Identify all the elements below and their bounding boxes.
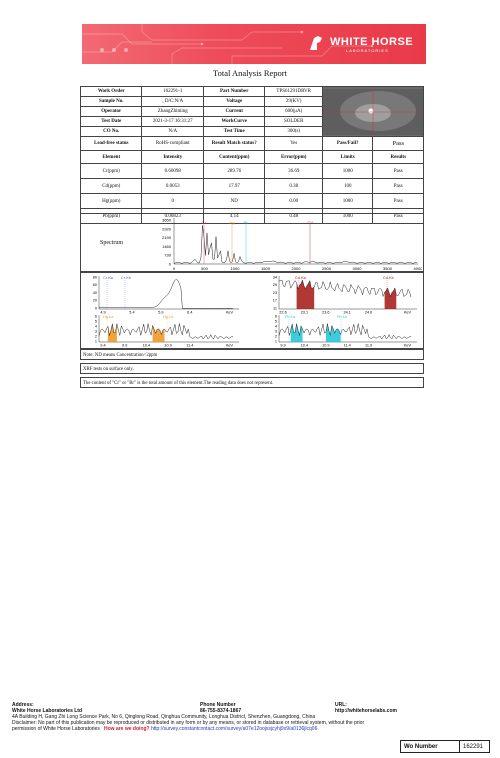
match-label: Result Match status? (204, 137, 265, 151)
info-value: , D/C:N/A (142, 97, 204, 107)
status-row (81, 137, 424, 151)
info-label: Operator (81, 107, 142, 117)
peak-label: Hg-La (103, 315, 114, 319)
info-label: WorkCurve (204, 117, 265, 127)
disclaimer-line-2 (12, 726, 317, 732)
peak-label: Cr-Kb (121, 276, 131, 280)
element-cell: Pass (373, 164, 424, 179)
panel-y-tick: 1 (274, 339, 277, 344)
info-value: 29(KV) (265, 97, 323, 107)
peak-label: Pb-Lb (337, 315, 348, 319)
disclaimer-text: permission of White Horse Laboratories (12, 726, 100, 732)
panel-y-tick: 6 (274, 314, 277, 319)
element-cell: 17.97 (204, 179, 265, 194)
element-cell: Pass (373, 179, 424, 194)
peak-label: Pb-La (285, 315, 296, 319)
spectrum-label: Spectrum (100, 240, 123, 246)
element-cell: 1000 (322, 209, 373, 224)
element-cell: 0 (142, 194, 204, 209)
pass-fail-value: Pass (373, 137, 424, 151)
panel-unit: KeV (225, 343, 233, 348)
panel-y-tick: 3 (274, 329, 277, 334)
element-cell: 100 (322, 179, 373, 194)
panel-x-tick: 9.9 (280, 343, 286, 348)
lead-free-value: RoHS-compliant (142, 137, 204, 151)
panel-y-tick: 6 (94, 314, 97, 319)
wo-number-label: Wo Number (401, 741, 460, 752)
element-cell: 289.76 (204, 164, 265, 179)
peak-label: Cd-Ka (295, 276, 306, 280)
element-cell: 0.48 (265, 209, 323, 224)
peak-region (153, 326, 165, 343)
address-label: Address: (12, 702, 34, 708)
panel-x-tick: 23.1 (300, 310, 309, 315)
element-cell: Pass (373, 209, 424, 224)
note-surface: XRF tests on surface only. (80, 363, 424, 374)
info-value: 600(μA) (265, 107, 323, 117)
phone-label-text: Phone Number (200, 702, 236, 708)
survey-prompt: How are we doing? (104, 726, 150, 732)
panel-x-tick: 24.6 (364, 310, 373, 315)
match-value: Yes (265, 137, 323, 151)
panel-x-tick: 11.4 (343, 343, 351, 348)
info-value: 162291-1 (142, 87, 204, 97)
website-text[interactable]: http://whitehorselabs.com (335, 708, 397, 714)
note-content: The content of "Cr" or "Br" is the total amount of this element.The reading data does not represent. (80, 377, 424, 388)
panel-x-tick: 4.9 (100, 310, 106, 315)
info-value: TPS61291DRVR (265, 87, 323, 97)
panel-x-tick: 22.6 (279, 310, 287, 315)
info-label: CO No. (81, 127, 142, 137)
detail-panel-br (275, 314, 417, 347)
analysis-table (80, 86, 424, 224)
element-cell: Cd(ppm) (81, 179, 142, 194)
col-header: Intensity (142, 151, 204, 164)
detail-charts (81, 273, 423, 348)
info-value: 300(s) (265, 127, 323, 137)
panel-y-tick: 4 (274, 324, 277, 329)
spectrum-x-tick: 1500 (261, 266, 270, 271)
element-row (81, 194, 424, 209)
element-header-row (81, 151, 424, 164)
panel-y-tick: 17 (272, 298, 277, 303)
website-link[interactable] (335, 708, 397, 714)
element-cell: 0.60098 (142, 164, 204, 179)
spectrum-x-tick: 1000 (230, 266, 240, 271)
col-header: Element (81, 151, 142, 164)
col-header: Error(ppm) (265, 151, 323, 164)
peak-label: Cd-Kb (383, 276, 394, 280)
info-label: Test Date (81, 117, 142, 127)
info-value: SOLDER (265, 117, 323, 127)
spectrum-y-tick: 3650 (162, 217, 171, 223)
panel-x-tick: 10.4 (142, 343, 151, 348)
panel-x-tick: 5.9 (158, 310, 164, 315)
panel-y-tick: 3 (94, 329, 97, 334)
panel-x-tick: 11.4 (186, 343, 194, 348)
spectrum-marker-label: Cd (307, 220, 313, 225)
report-title: Total Analysis Report (212, 68, 287, 78)
peak-label: Cr-Ka (103, 276, 113, 280)
panel-x-tick: 23.6 (322, 310, 330, 315)
spectrum-x-tick: 0 (172, 266, 176, 271)
panel-x-tick: 5.4 (129, 310, 135, 315)
logo-sub-text: LABORATORIES (346, 48, 389, 53)
spectrum-x-tick: 2000 (291, 266, 301, 271)
panel-trace (99, 279, 233, 308)
panel-unit: KeV (403, 310, 411, 315)
horse-logo-icon (310, 36, 322, 50)
lead-free-label: Lead-free status (81, 137, 142, 151)
spectrum-x-tick: 2500 (322, 266, 331, 271)
element-cell: ND (204, 194, 265, 209)
spectrum-y-tick: 1460 (162, 243, 171, 249)
element-cell: 1000 (322, 194, 373, 209)
element-cell: 1000 (322, 164, 373, 179)
panel-y-tick: 5 (94, 319, 97, 324)
spectrum-marker-label: Hg (229, 220, 235, 225)
peak-region (297, 280, 315, 309)
panel-unit: KeV (225, 310, 233, 315)
panel-y-tick: 29 (272, 283, 277, 288)
logo-main-text: WHITE HORSE (330, 36, 414, 48)
spectrum-x-tick: 4000 (413, 266, 422, 271)
info-value: N/A (142, 127, 204, 137)
element-row (81, 164, 424, 179)
info-label: Work Order (81, 87, 142, 97)
panel-y-tick: 4 (94, 324, 97, 329)
panel-y-tick: 5 (274, 319, 277, 324)
spectrum-y-tick: 2190 (162, 235, 171, 241)
element-cell: Pass (373, 194, 424, 209)
panel-x-tick: 24.1 (343, 310, 351, 315)
spectrum-x-tick: 500 (201, 266, 208, 271)
panel-y-tick: 60 (92, 283, 97, 288)
panel-y-tick: 34 (272, 275, 277, 280)
panel-y-tick: 80 (92, 275, 97, 280)
panel-y-tick: 1 (94, 339, 97, 344)
panel-x-tick: 11.9 (365, 343, 373, 348)
spectrum-x-tick: 3500 (383, 266, 392, 271)
detail-panel-tr (273, 275, 417, 314)
spectrum-y-tick: 730 (164, 252, 171, 258)
spectrum-marker-label: Cr (201, 220, 207, 225)
pass-fail-label: Pass/Fail? (322, 137, 373, 151)
element-cell: Cr(ppm) (81, 164, 142, 179)
company-text: White Horse Laboratories Ltd (12, 708, 83, 714)
element-cell: 0.00 (265, 194, 323, 209)
element-cell: 4.14 (204, 209, 265, 224)
panel-y-tick: 11 (273, 306, 277, 311)
panel-unit: KeV (403, 343, 411, 348)
info-label: Current (204, 107, 265, 117)
wo-number-box (400, 740, 490, 753)
detail-panel-tl (93, 275, 239, 314)
spectrum-y-tick: 0 (168, 261, 171, 267)
panel-x-tick: 10.4 (300, 343, 309, 348)
peak-region (385, 288, 397, 309)
panel-y-tick: 20 (92, 298, 97, 303)
col-header: Content(ppm) (204, 151, 265, 164)
panel-x-tick: 10.9 (164, 343, 172, 348)
info-value: ZhangZhiming (142, 107, 204, 117)
spectrum-y-tick: 2920 (162, 226, 171, 232)
panel-y-tick: 23 (272, 290, 277, 295)
col-header: Limits (322, 151, 373, 164)
element-cell: 36.69 (265, 164, 323, 179)
wo-number-value: 162291 (463, 743, 484, 750)
note-nd: Note: ND means Concentration<2ppm (80, 349, 424, 360)
info-label: Test Time (204, 127, 265, 137)
element-row (81, 179, 424, 194)
info-value: 2021-3-17 16:31:27 (142, 117, 204, 127)
element-cell: 0.0053 (142, 179, 204, 194)
sample-photo (322, 87, 423, 137)
panel-y-tick: 2 (94, 334, 97, 339)
element-cell: Hg(ppm) (81, 194, 142, 209)
phone-text: 86-755-8374-1867 (200, 708, 242, 714)
spectrum-marker-label: Pb (243, 220, 249, 225)
panel-x-tick: 9.9 (122, 343, 128, 348)
info-label: Voltage (204, 97, 265, 107)
disclaimer-line-1: Disclaimer: No part of this publication may be reproduced or distributed in any form or by any means, or stored in database or retrieval system, without the prior (12, 720, 365, 726)
panel-y-tick: 0 (94, 306, 97, 311)
spectrum-chart (150, 214, 422, 272)
element-cell: 0.38 (265, 179, 323, 194)
peak-region (108, 324, 117, 342)
info-label: Sample No. (81, 97, 142, 107)
panel-x-tick: 9.4 (100, 343, 106, 348)
element-cell: 0.00823 (142, 209, 204, 224)
element-cell: Pb(ppm) (81, 209, 142, 224)
panel-y-tick: 40 (92, 290, 97, 295)
panel-trace (99, 324, 233, 339)
peak-label: Hg-Lb (163, 315, 174, 319)
panel-x-tick: 10.9 (322, 343, 330, 348)
panel-y-tick: 2 (274, 334, 277, 339)
info-label: Part Number (204, 87, 265, 97)
panel-x-tick: 6.4 (187, 310, 193, 315)
address-line: 4A Building H, Gang Zhi Long Science Park, No 6, Qinglong Road, Qinghua Community, Longhua District, Shenzhen, Guangdong, China (12, 714, 316, 720)
url-label-text: URL: (335, 702, 347, 708)
col-header: Results (373, 151, 424, 164)
info-row (81, 87, 424, 97)
survey-link[interactable]: http://survey.constantcontact.com/survey/a07e12oojxsjcyhj9x9/a0136jlcq06 (150, 726, 318, 732)
spectrum-x-tick: 3000 (352, 266, 362, 271)
detail-panel-bl (95, 314, 239, 347)
